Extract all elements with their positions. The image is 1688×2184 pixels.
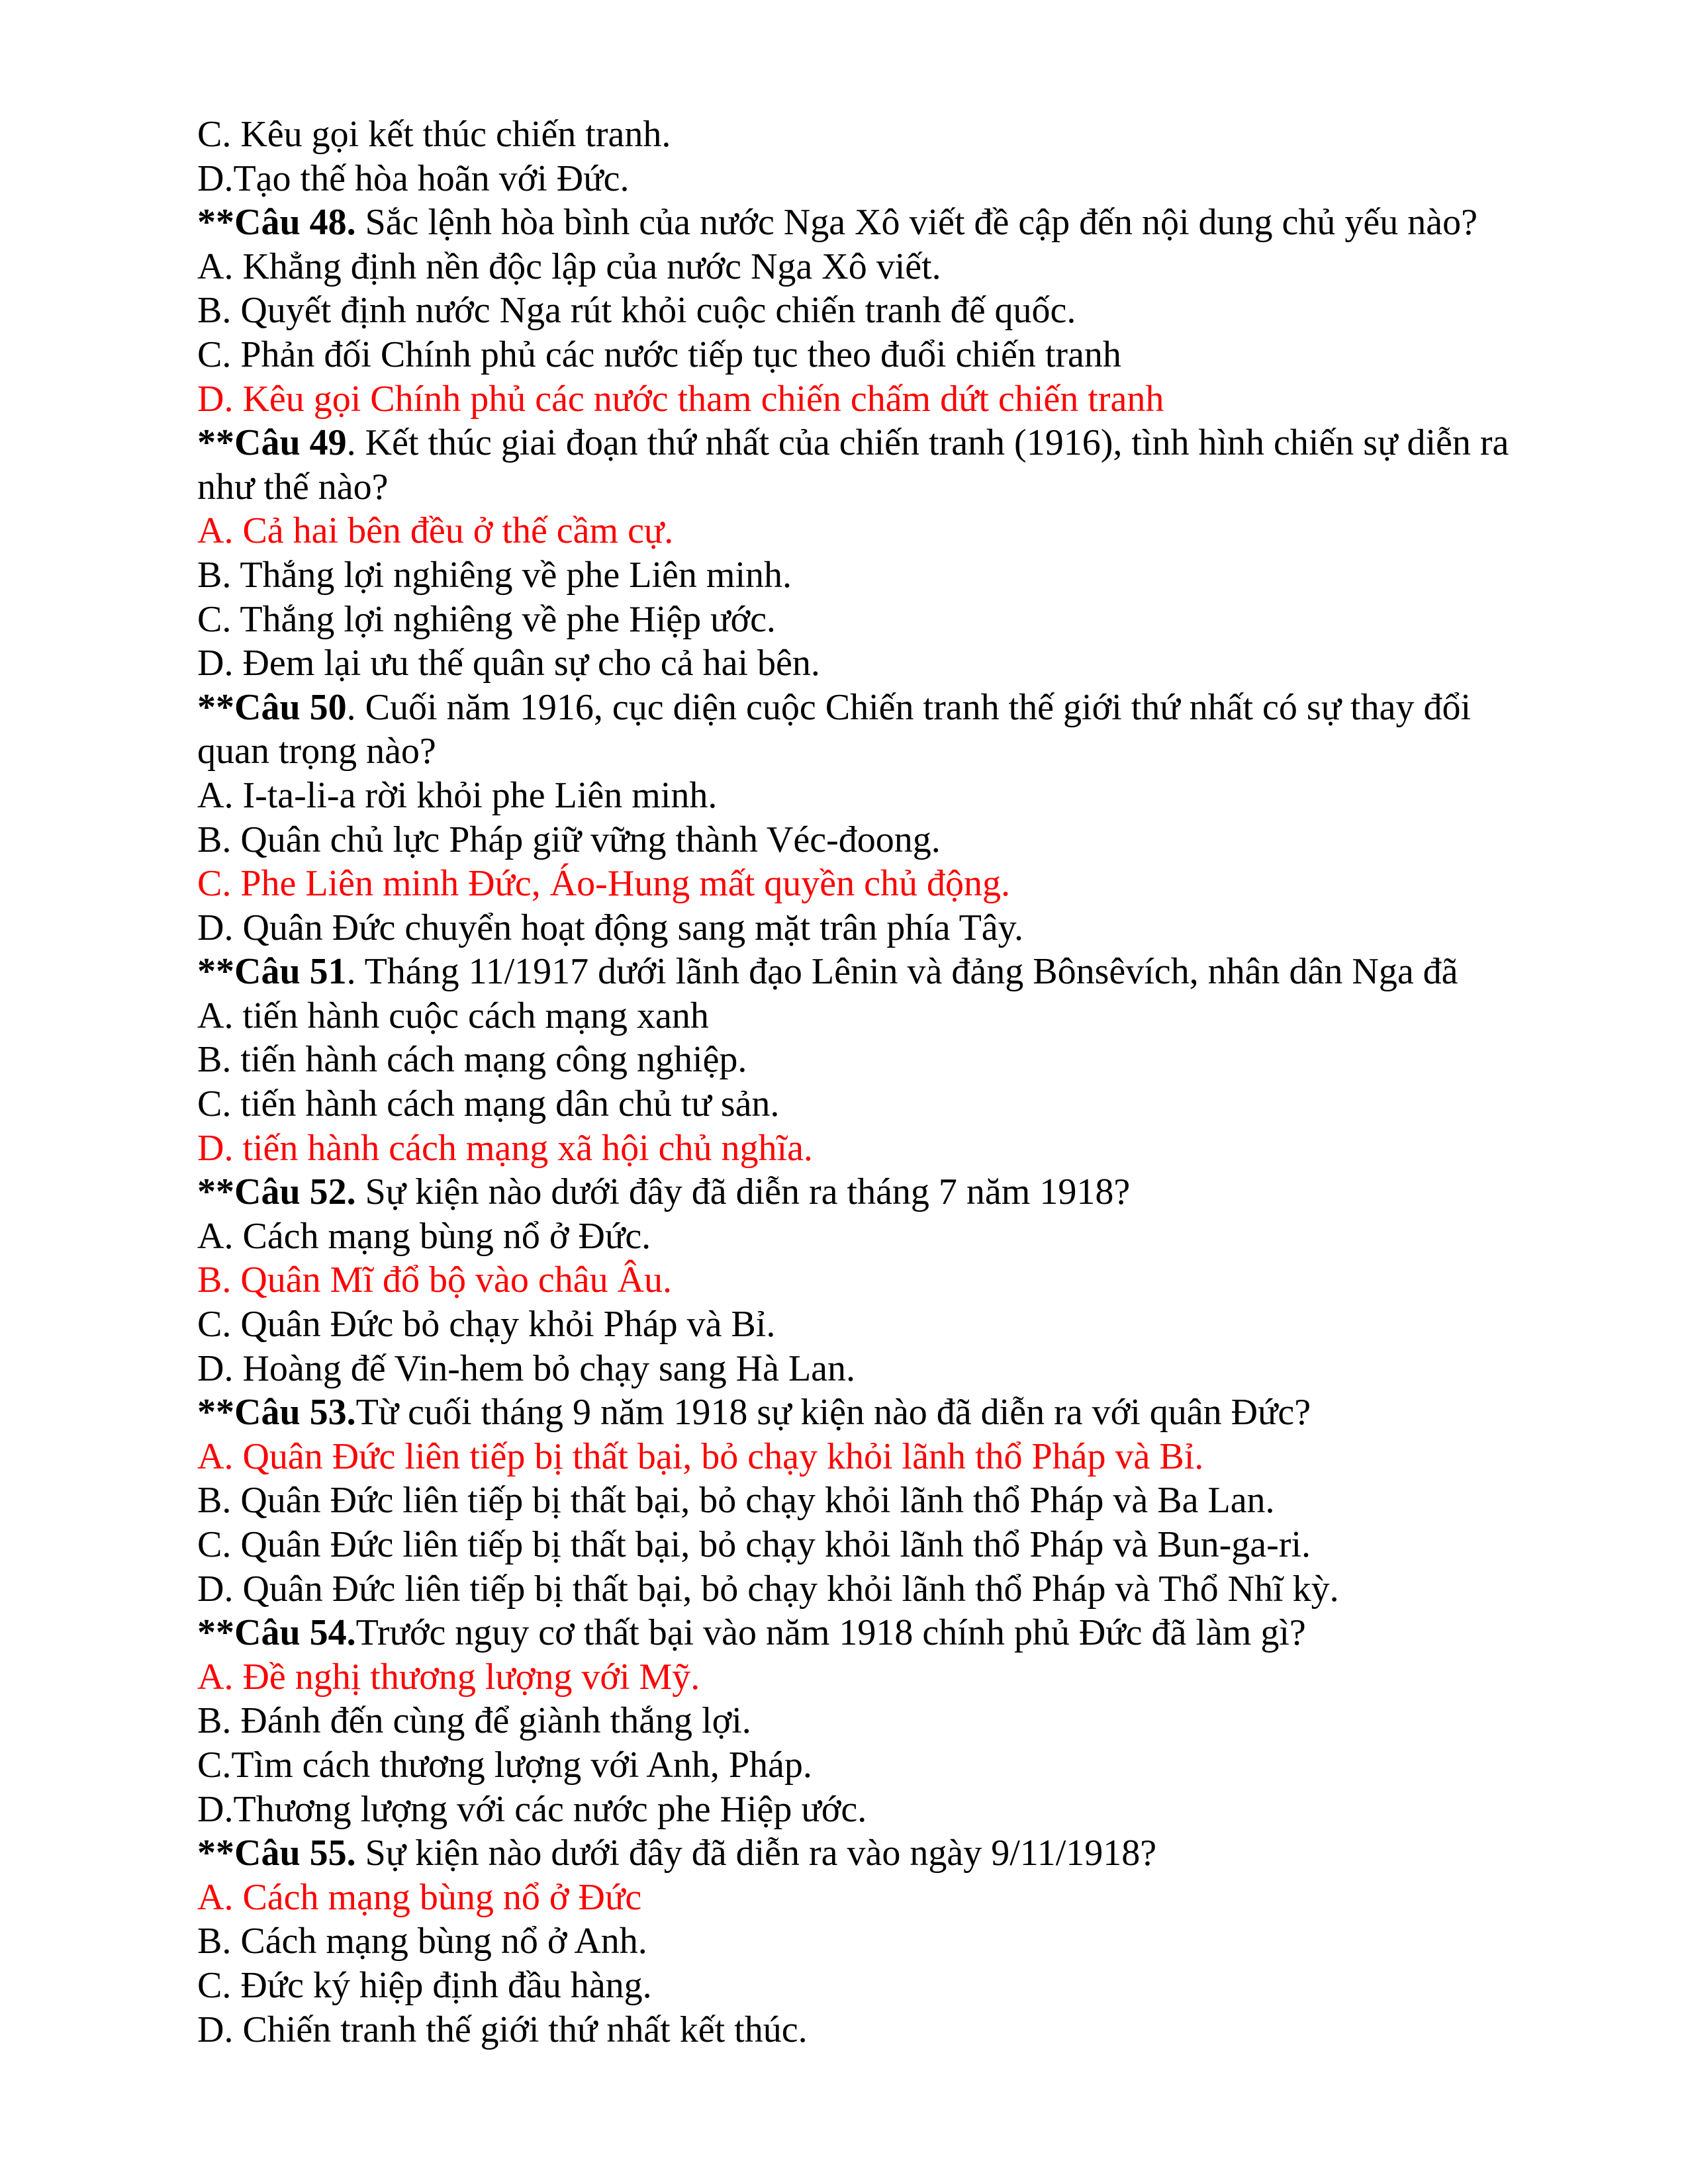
answer-option: C. Thắng lợi nghiêng về phe Hiệp ước. — [197, 598, 776, 640]
answer-option: C. tiến hành cách mạng dân chủ tư sản. — [197, 1083, 780, 1125]
answer-option: D. Hoàng đế Vin-hem bỏ chạy sang Hà Lan. — [197, 1347, 855, 1389]
question-label: **Câu 54. — [197, 1612, 356, 1654]
question-label: **Câu 55. — [197, 1833, 356, 1874]
correct-answer-option: A. Quân Đức liên tiếp bị thất bại, bỏ chạy khỏi lãnh thổ Pháp và Bỉ. — [197, 1435, 1204, 1477]
question-label: **Câu 52. — [197, 1171, 356, 1213]
answer-option: C.Tìm cách thương lượng với Anh, Pháp. — [197, 1744, 812, 1786]
answer-option: D. Đem lại ưu thế quân sự cho cả hai bên. — [197, 643, 820, 684]
answer-option: D. Chiến tranh thế giới thứ nhất kết thúc. — [197, 2009, 808, 2050]
correct-answer-option: D. Kêu gọi Chính phủ các nước tham chiến chấm dứt chiến tranh — [197, 378, 1164, 420]
answer-option: A. Cách mạng bùng nổ ở Đức. — [197, 1215, 651, 1257]
correct-answer-option: A. Cách mạng bùng nổ ở Đức — [197, 1876, 642, 1918]
question-text: . Cuối năm 1916, cục diện cuộc Chiến tranh thế giới thứ nhất có sự thay đổi quan trọng nào? — [197, 686, 1472, 772]
answer-option: B. tiến hành cách mạng công nghiệp. — [197, 1039, 747, 1081]
question-text: Sự kiện nào dưới đây đã diễn ra tháng 7 năm 1918? — [355, 1171, 1131, 1213]
question-text: . Kết thúc giai đoạn thứ nhất của chiến tranh (1916), tình hình chiến sự diễn ra như thế nào? — [197, 422, 1509, 508]
question-text: Từ cuối tháng 9 năm 1918 sự kiện nào đã diễn ra với quân Đức? — [355, 1392, 1311, 1433]
question-text: . Tháng 11/1917 dưới lãnh đạo Lênin và đảng Bônsêvích, nhân dân Nga đã — [346, 951, 1458, 993]
question-text: Sự kiện nào dưới đây đã diễn ra vào ngày 9/11/1918? — [355, 1833, 1157, 1874]
question-text: Sắc lệnh hòa bình của nước Nga Xô viết đề cập đến nội dung chủ yếu nào? — [355, 202, 1477, 244]
question-label: **Câu 50 — [197, 686, 347, 728]
correct-answer-option: A. Cả hai bên đều ở thế cầm cự. — [197, 510, 674, 552]
answer-option: C. Phản đối Chính phủ các nước tiếp tục theo đuổi chiến tranh — [197, 334, 1121, 375]
answer-option: C. Quân Đức bỏ chạy khỏi Pháp và Bỉ. — [197, 1304, 776, 1345]
answer-option: B. Quân chủ lực Pháp giữ vững thành Véc-đoong. — [197, 819, 941, 860]
answer-option: C. Quân Đức liên tiếp bị thất bại, bỏ chạy khỏi lãnh thổ Pháp và Bun-ga-ri. — [197, 1524, 1311, 1565]
question-49 — [197, 421, 1548, 509]
answer-option: A. Khẳng định nền độc lập của nước Nga Xô viết. — [197, 246, 941, 287]
answer-option: B. Quân Đức liên tiếp bị thất bại, bỏ chạy khỏi lãnh thổ Pháp và Ba Lan. — [197, 1480, 1275, 1522]
question-53 — [197, 1390, 1548, 1435]
answer-option: D. Quân Đức liên tiếp bị thất bại, bỏ chạy khỏi lãnh thổ Pháp và Thổ Nhĩ kỳ. — [197, 1568, 1339, 1610]
question-label: **Câu 48. — [197, 202, 356, 244]
correct-answer-option: C. Phe Liên minh Đức, Áo-Hung mất quyền chủ động. — [197, 863, 1010, 905]
answer-option: A. tiến hành cuộc cách mạng xanh — [197, 995, 709, 1036]
question-55 — [197, 1831, 1548, 1876]
answer-option: D.Thương lượng với các nước phe Hiệp ước. — [197, 1788, 867, 1830]
answer-option: A. I-ta-li-a rời khỏi phe Liên minh. — [197, 774, 718, 816]
answer-option: B. Đánh đến cùng để giành thắng lợi. — [197, 1700, 751, 1742]
answer-option: C. Kêu gọi kết thúc chiến tranh. — [197, 114, 671, 155]
question-label: **Câu 51 — [197, 951, 347, 993]
question-label: **Câu 53. — [197, 1392, 356, 1433]
question-50 — [197, 686, 1548, 774]
answer-option: B. Quyết định nước Nga rút khỏi cuộc chiến tranh đế quốc. — [197, 290, 1076, 332]
question-51 — [197, 950, 1548, 994]
correct-answer-option: D. tiến hành cách mạng xã hội chủ nghĩa. — [197, 1127, 813, 1169]
question-label: **Câu 49 — [197, 422, 347, 464]
question-54 — [197, 1611, 1548, 1655]
answer-option: C. Đức ký hiệp định đầu hàng. — [197, 1964, 652, 2006]
correct-answer-option: A. Đề nghị thương lượng với Mỹ. — [197, 1656, 700, 1698]
question-48 — [197, 201, 1548, 245]
document-page — [197, 113, 1548, 2052]
answer-option: B. Cách mạng bùng nổ ở Anh. — [197, 1921, 647, 1962]
answer-option: D.Tạo thế hòa hoãn với Đức. — [197, 158, 630, 199]
question-52 — [197, 1170, 1548, 1214]
question-text: Trước nguy cơ thất bại vào năm 1918 chính phủ Đức đã làm gì? — [355, 1612, 1306, 1654]
answer-option: D. Quân Đức chuyển hoạt động sang mặt trân phía Tây. — [197, 907, 1024, 948]
answer-option: B. Thắng lợi nghiêng về phe Liên minh. — [197, 554, 792, 596]
correct-answer-option: B. Quân Mĩ đổ bộ vào châu Âu. — [197, 1259, 673, 1301]
